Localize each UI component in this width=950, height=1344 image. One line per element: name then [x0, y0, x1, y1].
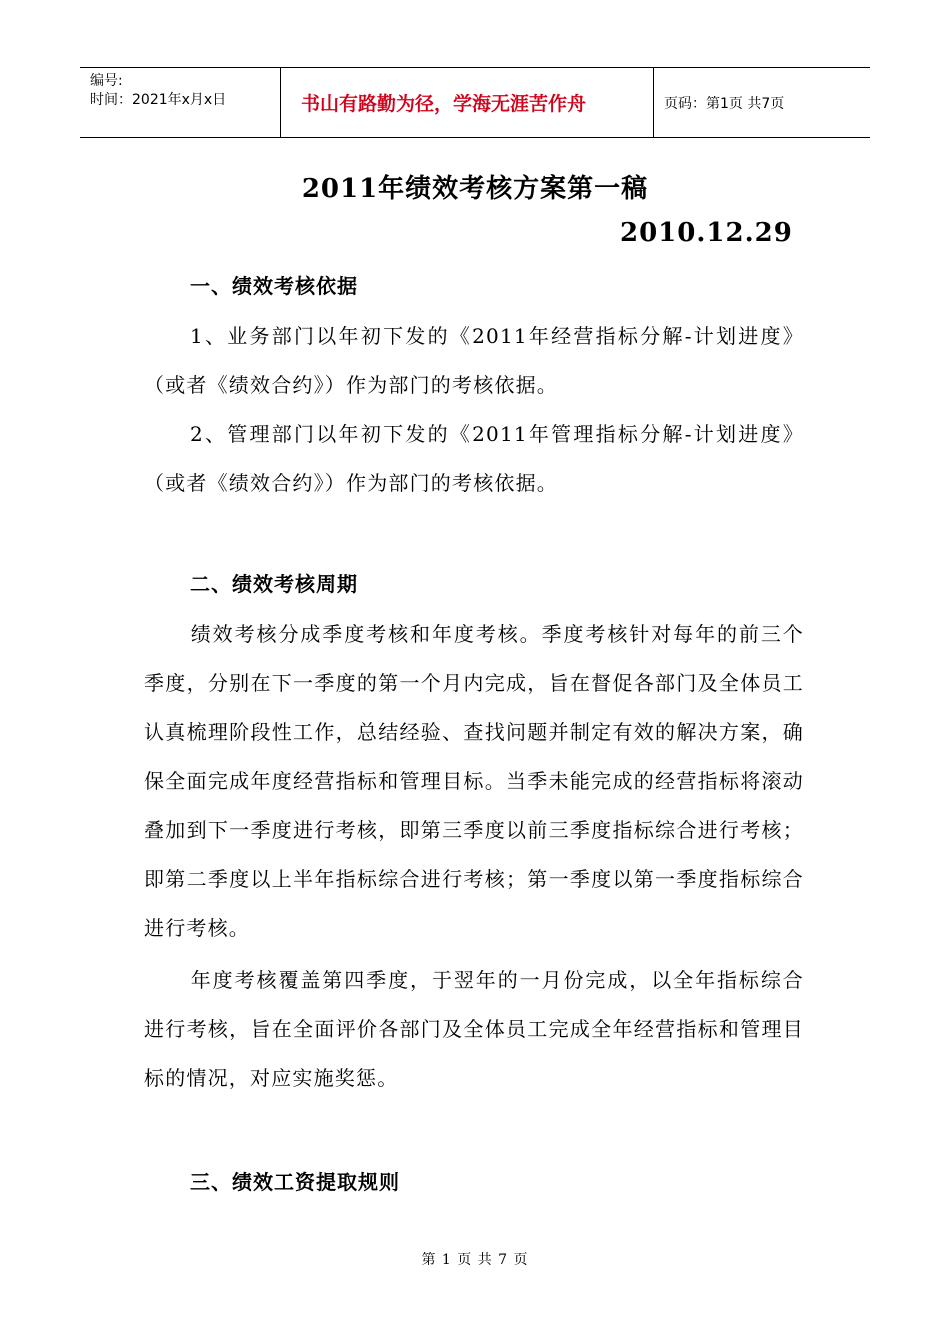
paragraph-text: 2、管理部门以年初下发的《2011年管理指标分解-计划进度》（或者《绩效合约》）作为部门的考核依据。 [144, 422, 804, 495]
paragraph-text: 年度考核覆盖第四季度，于翌年的一月份完成，以全年指标综合进行考核，旨在全面评价各部门及全体员工完成全年经营指标和管理目标的情况，对应实施奖惩。 [144, 968, 804, 1090]
paragraph-cycle-annual [144, 956, 804, 1103]
header-page-info: 页码：第1页 共7页 [664, 95, 785, 112]
paragraph-management-basis [144, 410, 804, 508]
section-heading-cycle: 二、绩效考核周期 [190, 572, 358, 596]
header-motto: 书山有路勤为径，学海无涯苦作舟 [281, 68, 654, 137]
header-meta-cell [80, 68, 281, 137]
document-header [80, 67, 870, 138]
paragraph-cycle-quarterly [144, 610, 804, 953]
paragraph-text: 1、业务部门以年初下发的《2011年经营指标分解-计划进度》（或者《绩效合约》）作为部门的考核依据。 [144, 324, 804, 397]
document-title: 2011年绩效考核方案第一稿 [301, 174, 649, 204]
document-time-label: 时间：2021年x月x日 [90, 92, 227, 108]
paragraph-text: 绩效考核分成季度考核和年度考核。季度考核针对每年的前三个季度，分别在下一季度的第一个月内完成，旨在督促各部门及全体员工认真梳理阶段性工作，总结经验、查找问题并制定有效的解决方案，确保全面完成年度经营指标和管理目标。当季未能完成的经营指标将滚动叠加到下一季度进行考核，即第三季度以前三季度指标综合进行考核；即第二季度以上半年指标综合进行考核；第一季度以第一季度指标综合进行考核。 [144, 622, 804, 940]
document-number-label: 编号: [90, 73, 123, 89]
page-footer: 第 1 页 共 7 页 [421, 1252, 529, 1268]
section-heading-basis: 一、绩效考核依据 [190, 274, 358, 298]
section-heading-salary-rules: 三、绩效工资提取规则 [190, 1170, 400, 1194]
document-date: 2010.12.29 [620, 218, 793, 248]
paragraph-business-basis [144, 312, 804, 410]
